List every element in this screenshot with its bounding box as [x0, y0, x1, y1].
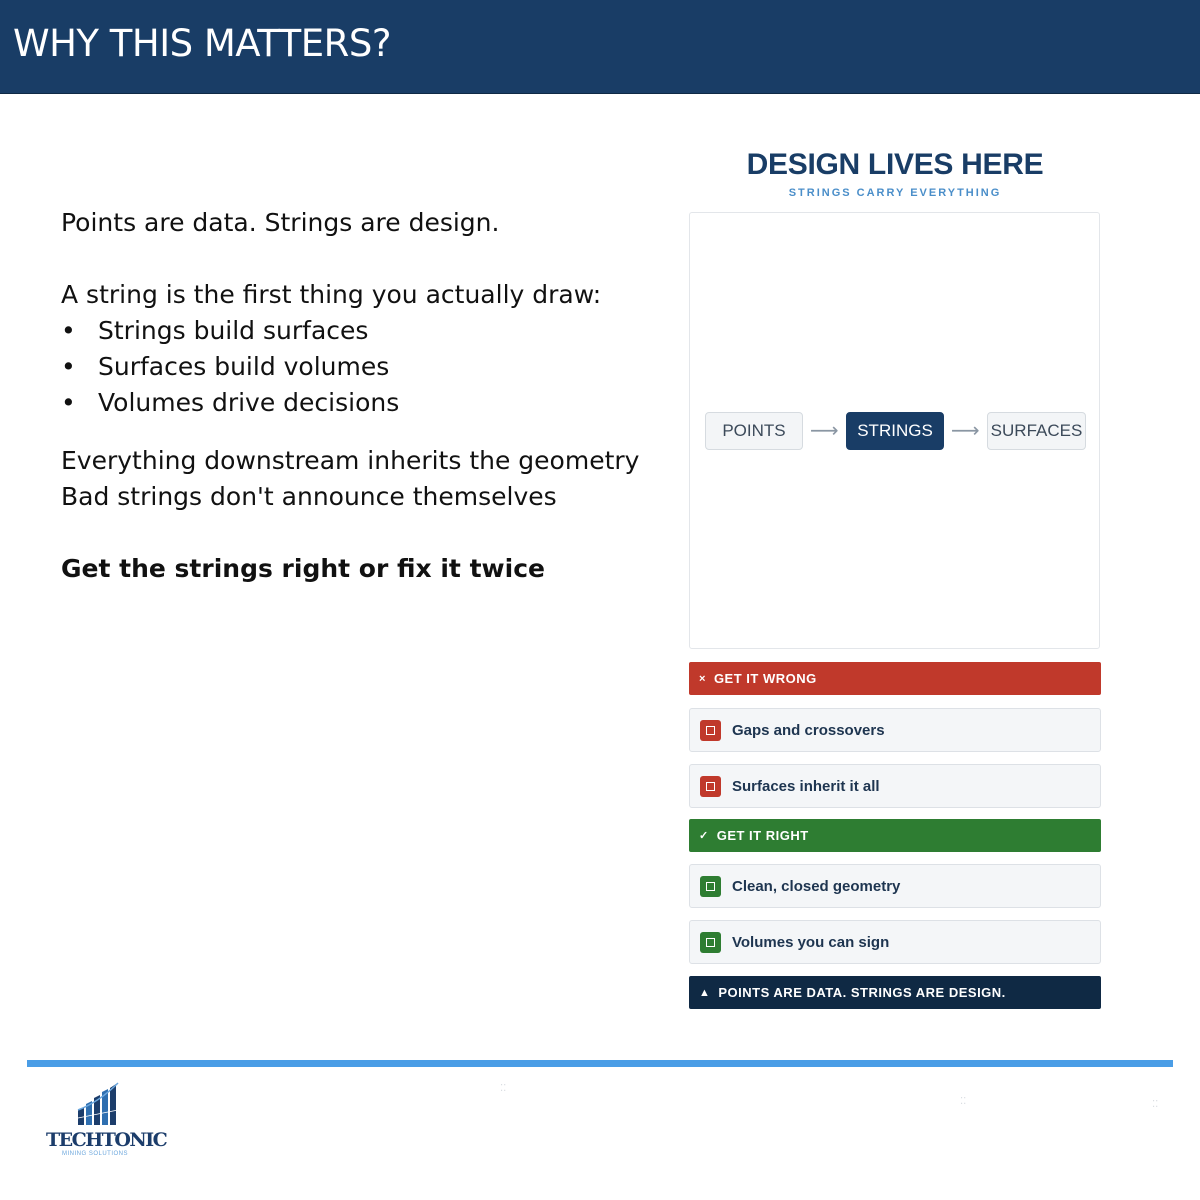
body-line-bad-strings: Bad strings don't announce themselves: [61, 482, 557, 511]
list-item-wrong: [689, 764, 1101, 808]
flow-node-points: POINTS: [705, 412, 803, 450]
get-it-wrong-header: [689, 662, 1101, 695]
body-text: [61, 205, 641, 587]
green-square-icon: [700, 876, 721, 897]
flow-diagram: [689, 212, 1100, 649]
list-item-right: [689, 864, 1101, 908]
flow-node-strings: STRINGS: [846, 412, 944, 450]
bullet-list: [61, 313, 641, 421]
decorative-dots-icon: ⁚⁚: [1152, 1099, 1159, 1110]
logo-tagline: MINING SOLUTIONS: [62, 1151, 129, 1157]
green-square-icon: [700, 932, 721, 953]
decorative-dots-icon: ⁚⁚: [960, 1096, 967, 1107]
get-it-right-header: [689, 819, 1101, 852]
red-square-icon: [700, 776, 721, 797]
list-item-label: Surfaces inherit it all: [732, 777, 880, 795]
bullet-dot: •: [61, 352, 76, 381]
panel-subtitle: STRINGS CARRY EVERYTHING: [788, 187, 1002, 199]
slide-header: [0, 0, 1200, 94]
body-line-downstream: Everything downstream inherits the geometry: [61, 446, 640, 475]
list-item-label: Volumes you can sign: [732, 933, 890, 951]
panel-title: DESIGN LIVES HERE: [746, 148, 1044, 181]
list-item-right: [689, 920, 1101, 964]
arrow-right-icon: ⟶: [810, 418, 839, 442]
cross-icon: ×: [699, 672, 706, 685]
flow-node-surfaces: SURFACES: [987, 412, 1086, 450]
get-it-wrong-label: GET IT WRONG: [713, 671, 817, 686]
bullet-item: [61, 385, 641, 421]
arrow-right-icon: ⟶: [951, 418, 980, 442]
check-icon: ✓: [699, 830, 709, 842]
bullet-dot: •: [61, 316, 76, 345]
bullet-text: Surfaces build volumes: [98, 352, 390, 381]
list-item-label: Clean, closed geometry: [732, 877, 901, 895]
bullet-item: [61, 349, 641, 385]
get-it-right-label: GET IT RIGHT: [716, 828, 809, 843]
list-item-wrong: [689, 708, 1101, 752]
summary-label: POINTS ARE DATA. STRINGS ARE DESIGN.: [718, 985, 1006, 1000]
body-line-intro: A string is the first thing you actually draw:: [61, 280, 602, 309]
list-item-label: Gaps and crossovers: [732, 721, 885, 739]
triangle-up-icon: ▲: [699, 986, 711, 999]
footer-divider: [27, 1060, 1173, 1067]
slide-title: WHY THIS MATTERS?: [13, 22, 391, 65]
body-line-points: Points are data. Strings are design.: [61, 208, 500, 237]
bullet-text: Volumes drive decisions: [98, 388, 400, 417]
decorative-dots-icon: ⁚⁚: [500, 1083, 507, 1094]
bullet-item: [61, 313, 641, 349]
logo-wordmark: TECHTONIC: [46, 1129, 167, 1151]
summary-banner: [689, 976, 1101, 1009]
bullet-text: Strings build surfaces: [98, 316, 369, 345]
bullet-dot: •: [61, 388, 76, 417]
red-square-icon: [700, 720, 721, 741]
body-line-conclusion: Get the strings right or fix it twice: [61, 554, 545, 583]
